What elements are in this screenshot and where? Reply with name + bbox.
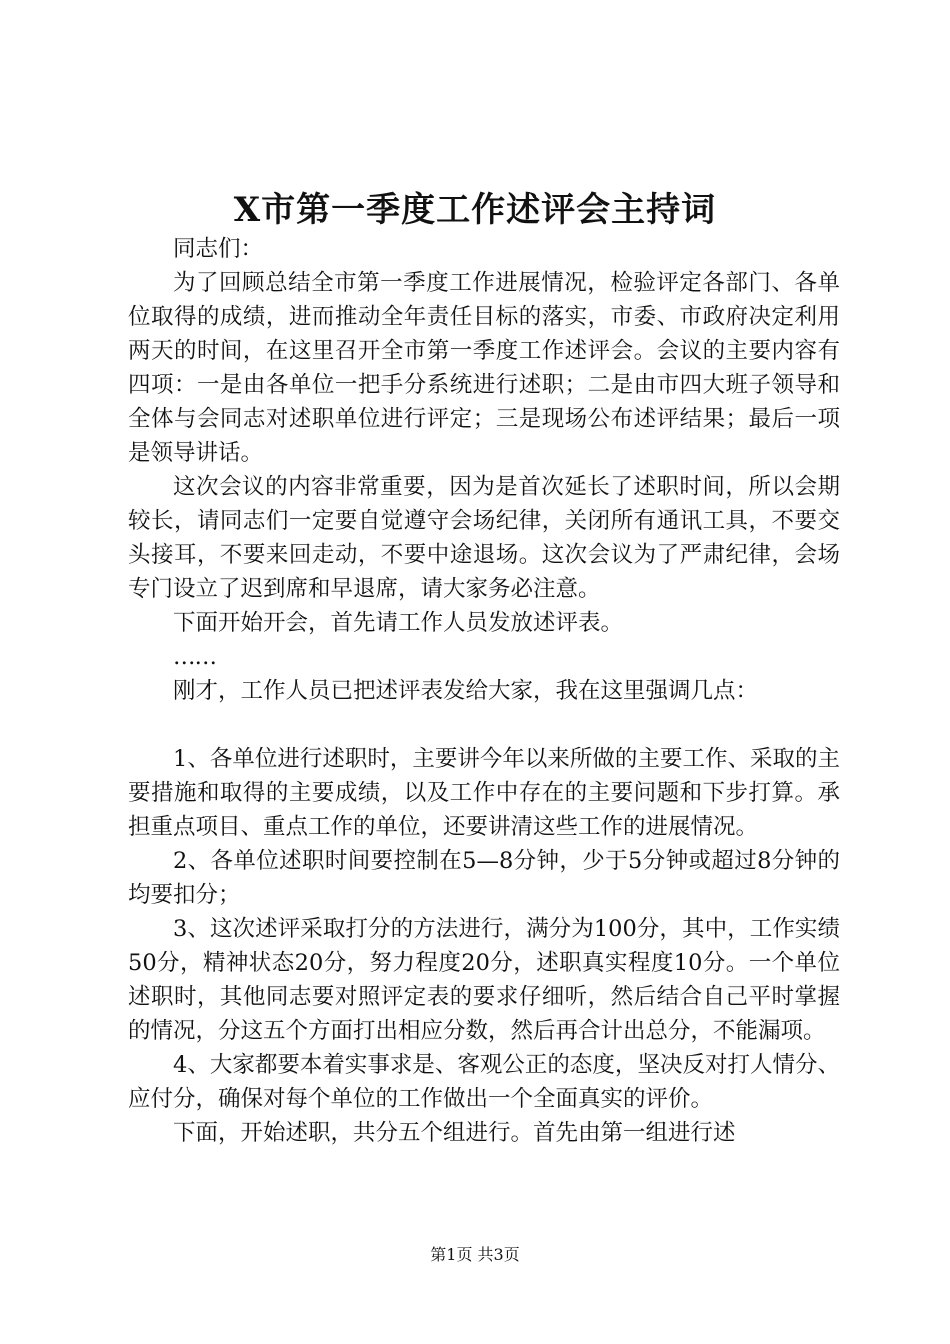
paragraph-intro: 为了回顾总结全市第一季度工作进展情况，检验评定各部门、各单位取得的成绩，进而推动全年责任目标的落实，市委、市政府决定利用两天的时间，在这里召开全市第一季度工作述评会。会议的主要内容有四项：一是由各单位一把手分系统进行述职；二是由市四大班子领导和全体与会同志对述职单位进行评定；三是现场公布述评结果；最后一项是领导讲话。: [128, 270, 840, 466]
salutation: 同志们：: [173, 236, 264, 262]
point-3: 3、这次述评采取打分的方法进行，满分为100分，其中，工作实绩50分，精神状态20分，努力程度20分，述职真实程度10分。一个单位述职时，其他同志要对照评定表的要求仔细听，然后结合自己平时掌握的情况，分这五个方面打出相应分数，然后再合计出总分，不能漏项。: [128, 916, 840, 1044]
point-1: 1、各单位进行述职时，主要讲今年以来所做的主要工作、采取的主要措施和取得的主要成绩，以及工作中存在的主要问题和下步打算。承担重点项目、重点工作的单位，还要讲清这些工作的进展情况。: [128, 746, 840, 840]
page-footer: 第1页 共3页: [430, 1245, 520, 1264]
ellipsis: ……: [173, 644, 216, 670]
point-4: 4、大家都要本着实事求是、客观公正的态度，坚决反对打人情分、应付分，确保对每个单位的工作做出一个全面真实的评价。: [128, 1052, 840, 1112]
paragraph-closing: 下面，开始述职，共分五个组进行。首先由第一组进行述: [173, 1120, 736, 1146]
paragraph-start: 下面开始开会，首先请工作人员发放述评表。: [173, 610, 624, 636]
document-title: X市第一季度工作述评会主持词: [233, 190, 717, 230]
point-2: 2、各单位述职时间要控制在5—8分钟，少于5分钟或超过8分钟的均要扣分；: [128, 848, 840, 908]
paragraph-emphasis: 刚才，工作人员已把述评表发给大家，我在这里强调几点：: [173, 678, 759, 704]
document-body: [128, 232, 840, 1150]
paragraph-discipline: 这次会议的内容非常重要，因为是首次延长了述职时间，所以会期较长，请同志们一定要自觉遵守会场纪律，关闭所有通讯工具，不要交头接耳，不要来回走动，不要中途退场。这次会议为了严肃纪律，会场专门设立了迟到席和早退席，请大家务必注意。: [128, 474, 840, 602]
